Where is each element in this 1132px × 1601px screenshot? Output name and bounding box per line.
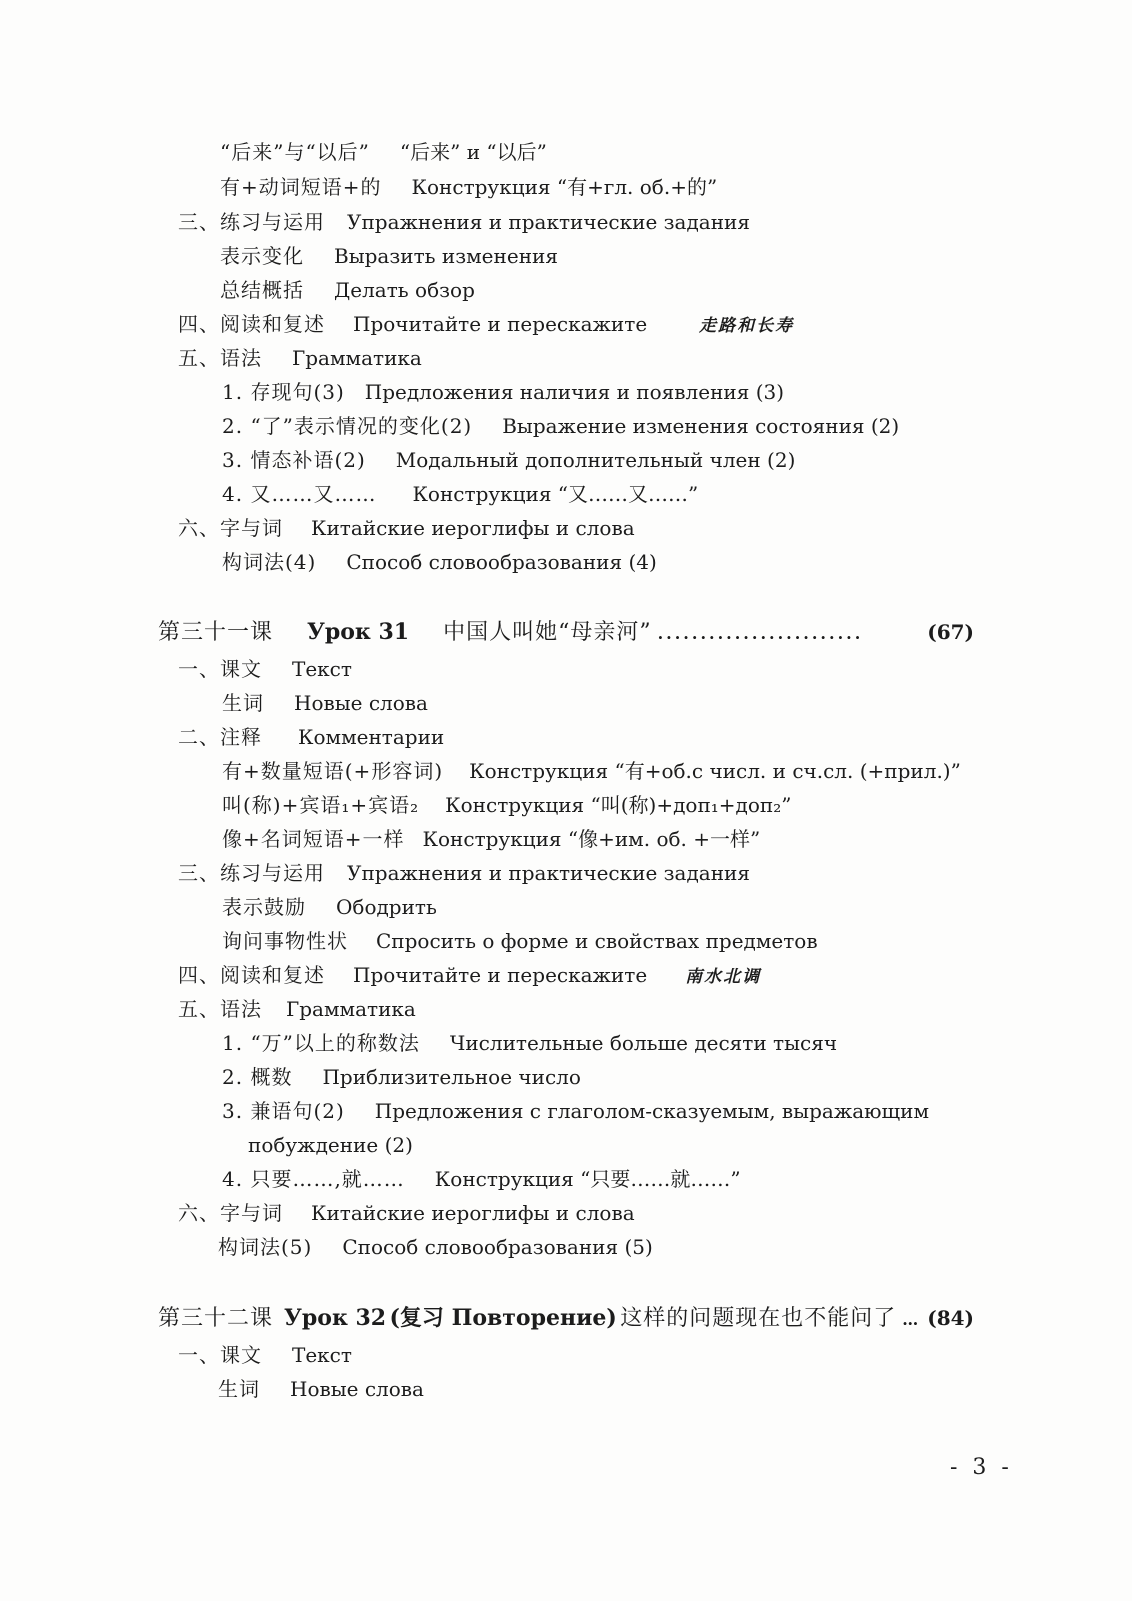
toc-zh: 叫(称)+宾语₁+宾语₂: [222, 793, 420, 817]
toc-line: [222, 412, 899, 440]
toc-ru: Конструкция “有+гл. об.+的”: [411, 175, 718, 199]
toc-zh: 四、阅读和复述: [178, 963, 325, 987]
toc-zh: 四、阅读和复述: [178, 312, 325, 336]
chapter-number-ru: Урок 31: [307, 619, 410, 645]
toc-zh: 1. “万”以上的称数法: [222, 1031, 420, 1055]
toc-ru: Китайские иероглифы и слова: [311, 516, 635, 540]
chapter-page: (84): [927, 1306, 974, 1330]
toc-line: [222, 1097, 929, 1125]
toc-line: [218, 1375, 424, 1403]
toc-zh: 像+名词短语+一样: [222, 827, 405, 851]
toc-line: [178, 310, 794, 340]
toc-ru: Упражнения и практические задания: [347, 861, 750, 885]
toc-zh: 三、练习与运用: [178, 210, 325, 234]
toc-ru: Прочитайте и перескажите: [353, 963, 648, 987]
toc-ru: Китайские иероглифы и слова: [311, 1201, 635, 1225]
toc-line: [178, 655, 352, 683]
toc-line: [220, 276, 475, 304]
toc-zh: 有+数量短语(+形容词): [222, 759, 444, 783]
toc-line: [178, 1341, 352, 1369]
toc-ru: Упражнения и практические задания: [347, 210, 750, 234]
chapter-number-zh: 第三十二课: [158, 1306, 274, 1331]
toc-ru: Грамматика: [286, 997, 416, 1021]
leader-dots: ........................: [657, 624, 864, 643]
toc-ru: Прочитайте и перескажите: [353, 312, 648, 336]
toc-ru: Конструкция “像+им. об. +一样”: [422, 827, 761, 851]
toc-line: [222, 548, 657, 576]
toc-zh: 表示变化: [220, 244, 304, 268]
toc-line: [178, 344, 422, 372]
leader-dots: …: [902, 1310, 922, 1329]
toc-ru: Конструкция “叫(称)+доп₁+доп₂”: [445, 793, 792, 817]
toc-line: [222, 791, 791, 819]
toc-line: [222, 689, 428, 717]
toc-ru: Выразить изменения: [334, 244, 558, 268]
chapter-number-ru: Урок 32: [284, 1305, 387, 1331]
toc-zh: 二、注释: [178, 725, 262, 749]
toc-line: [220, 138, 547, 166]
toc-ru: Текст: [292, 657, 352, 681]
toc-line: [178, 208, 750, 236]
toc-zh: 六、字与词: [178, 516, 283, 540]
toc-zh: 2. 概数: [222, 1065, 293, 1089]
toc-line: [218, 1233, 653, 1261]
chapter-subtitle: (复习 Повторение): [389, 1305, 617, 1331]
chapter-heading: [158, 1302, 974, 1336]
toc-zh: 一、课文: [178, 657, 262, 681]
toc-ru: Способ словообразования (5): [342, 1235, 653, 1259]
toc-ru: Предложения наличия и появления (3): [364, 380, 785, 404]
chapter-heading: [158, 616, 974, 650]
toc-ru: Делать обзор: [334, 278, 475, 302]
toc-ru: Конструкция “有+об.с числ. и сч.сл. (+прил.)”: [469, 759, 961, 783]
toc-line: [222, 1063, 581, 1091]
toc-ru: Конструкция “只要……就……”: [434, 1167, 741, 1191]
toc-zh: 五、语法: [178, 997, 262, 1021]
reading-title: 走路和长寿: [699, 316, 795, 336]
toc-zh: 构词法(5): [218, 1235, 313, 1259]
toc-zh: 1. 存现句(3): [222, 380, 345, 404]
toc-line: [222, 893, 437, 921]
toc-ru: побуждение (2): [248, 1133, 413, 1157]
chapter-title: 这样的问题现在也不能问了: [620, 1306, 897, 1331]
toc-ru: Спросить о форме и свойствах предметов: [376, 929, 818, 953]
toc-zh: 一、课文: [178, 1343, 262, 1367]
toc-zh: 2. “了”表示情况的变化(2): [222, 414, 473, 438]
toc-zh: 4. 只要……,就……: [222, 1167, 405, 1191]
chapter-number-zh: 第三十一课: [158, 620, 274, 645]
toc-ru: Числительные больше десяти тысяч: [449, 1031, 838, 1055]
toc-zh: 生词: [218, 1377, 260, 1401]
toc-ru: “后来” и “以后”: [399, 140, 547, 164]
toc-ru: Приблизительное число: [322, 1065, 581, 1089]
toc-zh: 三、练习与运用: [178, 861, 325, 885]
toc-zh: 五、语法: [178, 346, 262, 370]
toc-ru: Выражение изменения состояния (2): [502, 414, 900, 438]
toc-line: [222, 1029, 837, 1057]
toc-line: [178, 859, 750, 887]
toc-zh: 生词: [222, 691, 264, 715]
toc-ru: Способ словообразования (4): [346, 550, 657, 574]
reading-title: 南水北调: [685, 967, 762, 987]
toc-ru: Ободрить: [336, 895, 437, 919]
toc-line: [178, 995, 416, 1023]
chapter-page: (67): [927, 620, 974, 644]
toc-zh: 构词法(4): [222, 550, 317, 574]
page-number: - 3 -: [950, 1455, 1013, 1480]
toc-line: [178, 1199, 635, 1227]
toc-ru: Предложения с глаголом-сказуемым, выражающим: [374, 1099, 930, 1123]
toc-line: [220, 242, 558, 270]
toc-line: [222, 757, 961, 785]
toc-line: [248, 1131, 413, 1159]
toc-line: [222, 927, 818, 955]
toc-line: [222, 1165, 741, 1193]
toc-line: [178, 723, 444, 751]
toc-zh: “后来”与“以后”: [220, 140, 370, 164]
toc-ru: Комментарии: [298, 725, 445, 749]
toc-line: [222, 378, 784, 406]
toc-line: [178, 514, 635, 542]
toc-ru: Новые слова: [294, 691, 428, 715]
toc-ru: Грамматика: [292, 346, 422, 370]
toc-ru: Новые слова: [290, 1377, 424, 1401]
toc-ru: Модальный дополнительный член (2): [395, 448, 796, 472]
toc-zh: 有+动词短语+的: [220, 175, 382, 199]
toc-zh: 询问事物性状: [222, 929, 348, 953]
toc-line: [178, 961, 761, 991]
toc-line: [222, 480, 698, 508]
toc-zh: 4. 又……又……: [222, 482, 377, 506]
chapter-title: 中国人叫她“母亲河”: [443, 620, 652, 645]
toc-zh: 六、字与词: [178, 1201, 283, 1225]
toc-ru: Текст: [292, 1343, 352, 1367]
toc-zh: 3. 兼语句(2): [222, 1099, 345, 1123]
toc-ru: Конструкция “又……又……”: [412, 482, 699, 506]
toc-zh: 表示鼓励: [222, 895, 306, 919]
toc-zh: 3. 情态补语(2): [222, 448, 366, 472]
toc-line: [220, 173, 717, 201]
toc-line: [222, 446, 795, 474]
toc-zh: 总结概括: [220, 278, 304, 302]
toc-line: [222, 825, 760, 853]
